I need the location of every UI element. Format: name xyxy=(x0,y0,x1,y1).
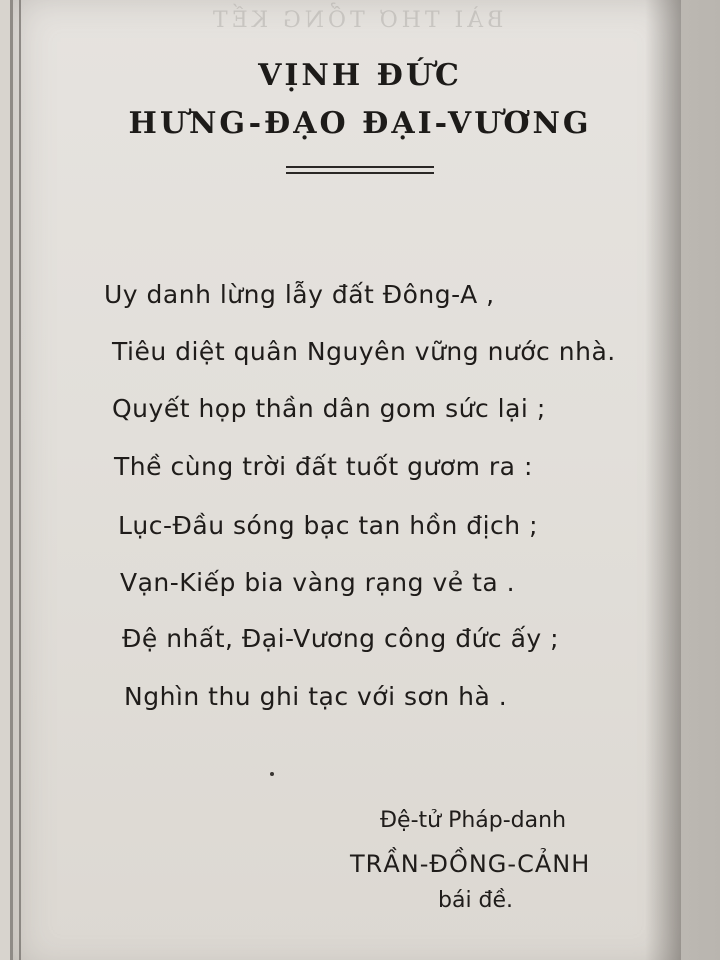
poem-line-8: Nghìn thu ghi tạc với sơn hà . xyxy=(124,682,508,711)
page-spine-edge xyxy=(19,0,21,960)
page-right-shadow xyxy=(645,0,681,960)
show-through-header: BÀI THƠ TỔNG KẾT xyxy=(209,8,504,33)
signature-offering: bái đề. xyxy=(438,888,514,913)
poem-line-4: Thề cùng trời đất tuốt gươm ra : xyxy=(114,452,533,481)
title-underline-bottom xyxy=(286,172,434,174)
poem-line-2: Tiêu diệt quân Nguyên vững nước nhà. xyxy=(112,337,616,366)
signature-disciple-label: Đệ-tử Pháp-danh xyxy=(380,808,567,833)
poem-line-6: Vạn-Kiếp bia vàng rạng vẻ ta . xyxy=(120,568,516,597)
page-title-line-1: VỊNH ĐỨC xyxy=(258,58,462,93)
poem-line-7: Đệ nhất, Đại-Vương công đức ấy ; xyxy=(122,624,560,653)
page-title-line-2: HƯNG-ĐẠO ĐẠI-VƯƠNG xyxy=(128,106,592,141)
poem-line-5: Lục-Đầu sóng bạc tan hồn địch ; xyxy=(118,511,539,540)
ink-dot xyxy=(270,772,274,776)
poem-line-3: Quyết họp thần dân gom sức lại ; xyxy=(112,394,546,423)
title-underline-top xyxy=(286,166,434,168)
signature-name: TRẦN-ĐỒNG-CẢNH xyxy=(350,850,591,878)
poem-line-1: Uy danh lừng lẫy đất Đông-A , xyxy=(104,280,495,309)
